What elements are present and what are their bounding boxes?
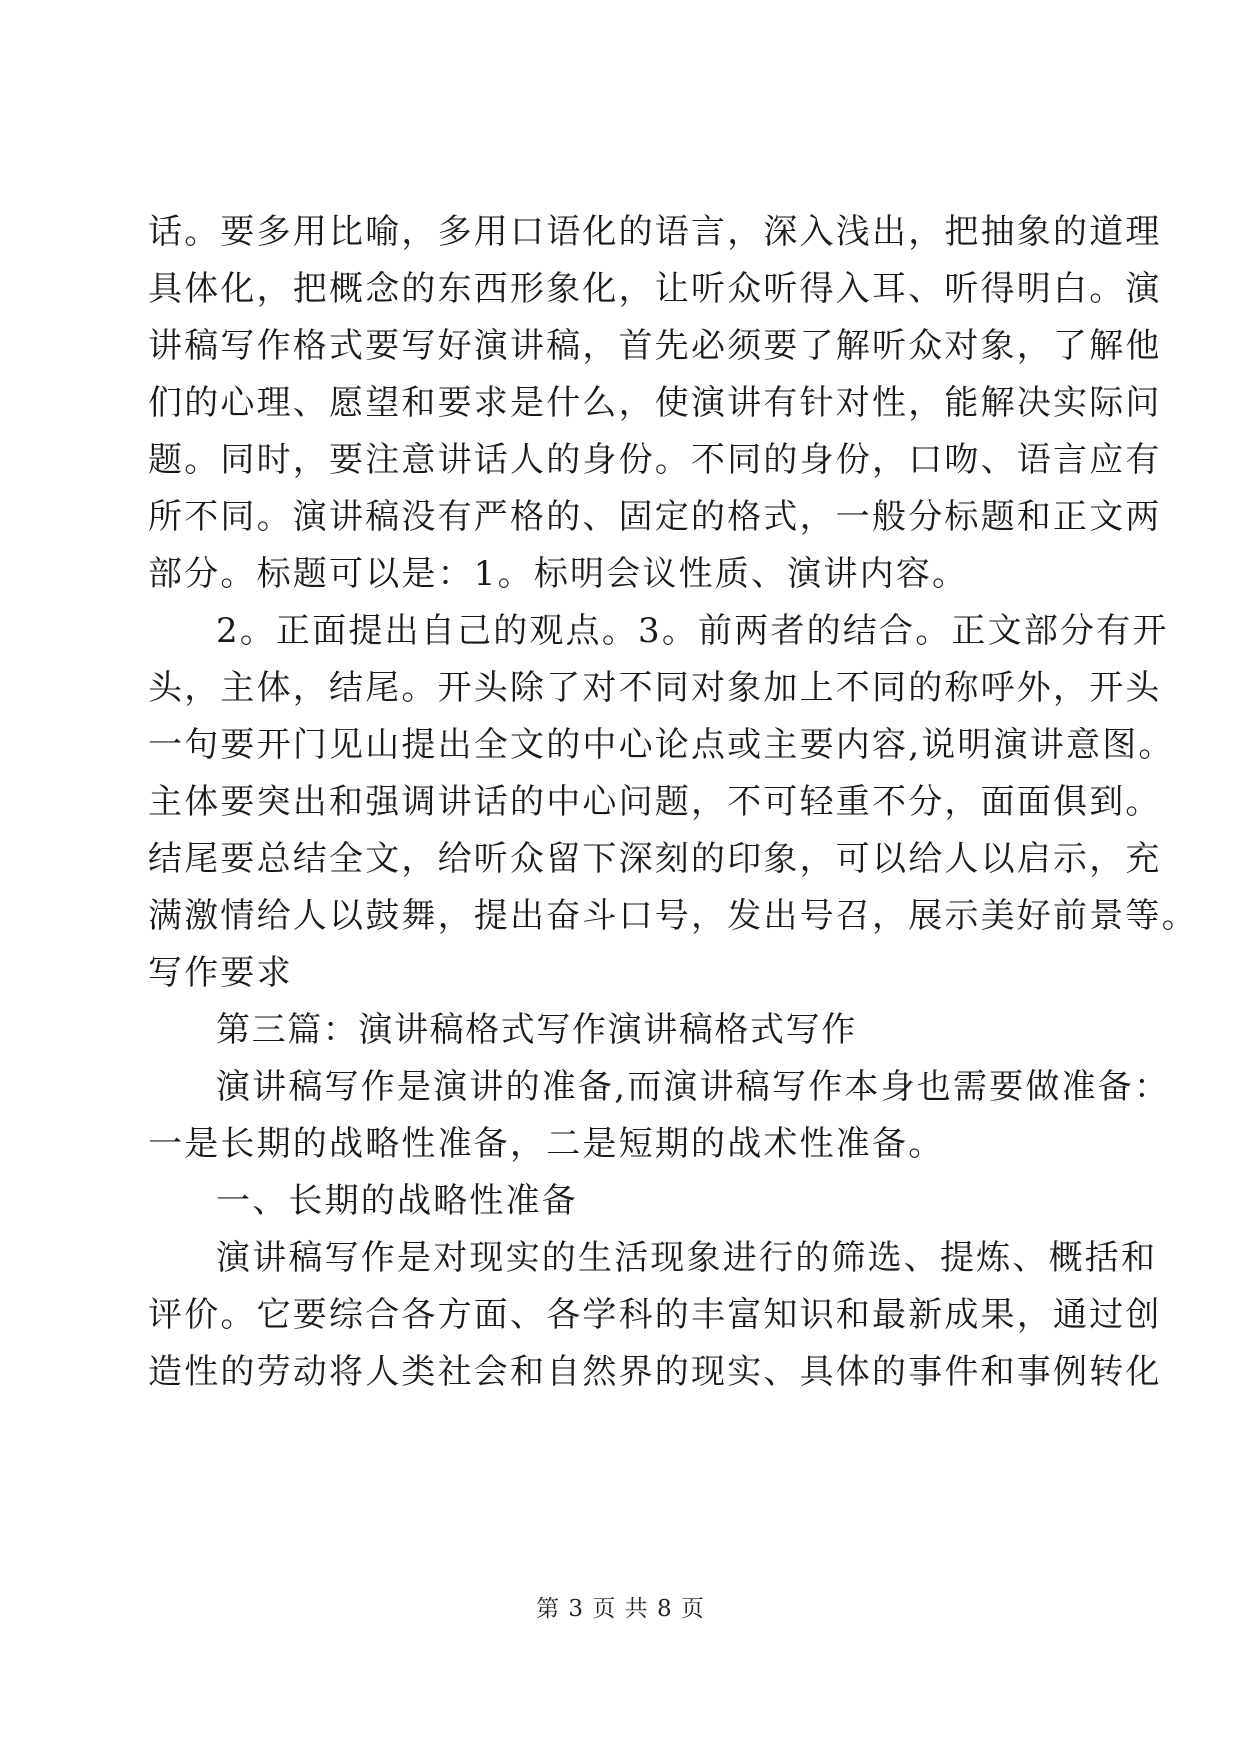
text-line: 写作要求 xyxy=(148,953,293,993)
text-line: 头，主体，结尾。开头除了对不同对象加上不同的称呼外，开头 xyxy=(148,668,1162,708)
text-line: 一句要开门见山提出全文的中心论点或主要内容,说明演讲意图。 xyxy=(148,725,1175,765)
text-line: 满激情给人以鼓舞，提出奋斗口号，发出号召，展示美好前景等。 xyxy=(148,896,1198,936)
paragraph-first-line: 演讲稿写作是对现实的生活现象进行的筛选、提炼、概括和 xyxy=(216,1238,1158,1278)
text-line: 题。同时，要注意讲话人的身份。不同的身份，口吻、语言应有 xyxy=(148,440,1162,480)
text-line: 话。要多用比喻，多用口语化的语言，深入浅出，把抽象的道理 xyxy=(148,212,1162,252)
text-line: 部分。标题可以是：1。标明会议性质、演讲内容。 xyxy=(148,554,969,594)
text-line: 主体要突出和强调讲话的中心问题，不可轻重不分，面面俱到。 xyxy=(148,782,1162,822)
text-line: 造性的劳动将人类社会和自然界的现实、具体的事件和事例转化 xyxy=(148,1352,1162,1392)
text-line: 具体化，把概念的东西形象化，让听众听得入耳、听得明白。演 xyxy=(148,269,1162,309)
text-line: 所不同。演讲稿没有严格的、固定的格式，一般分标题和正文两 xyxy=(148,497,1162,537)
section-heading: 第三篇：演讲稿格式写作演讲稿格式写作 xyxy=(216,1010,857,1050)
paragraph-first-line: 2。正面提出自己的观点。3。前两者的结合。正文部分有开 xyxy=(216,611,1169,651)
subsection-heading: 一、长期的战略性准备 xyxy=(216,1181,578,1221)
text-line: 一是长期的战略性准备，二是短期的战术性准备。 xyxy=(148,1124,945,1164)
page-number-footer: 第 3 页 共 8 页 xyxy=(536,1596,705,1622)
text-line: 们的心理、愿望和要求是什么，使演讲有针对性，能解决实际问 xyxy=(148,383,1162,423)
paragraph-first-line: 演讲稿写作是演讲的准备,而演讲稿写作本身也需要做准备： xyxy=(216,1067,1171,1107)
text-line: 讲稿写作格式要写好演讲稿，首先必须要了解听众对象，了解他 xyxy=(148,326,1162,366)
text-line: 结尾要总结全文，给听众留下深刻的印象，可以给人以启示，充 xyxy=(148,839,1162,879)
text-line: 评价。它要综合各方面、各学科的丰富知识和最新成果，通过创 xyxy=(148,1295,1162,1335)
